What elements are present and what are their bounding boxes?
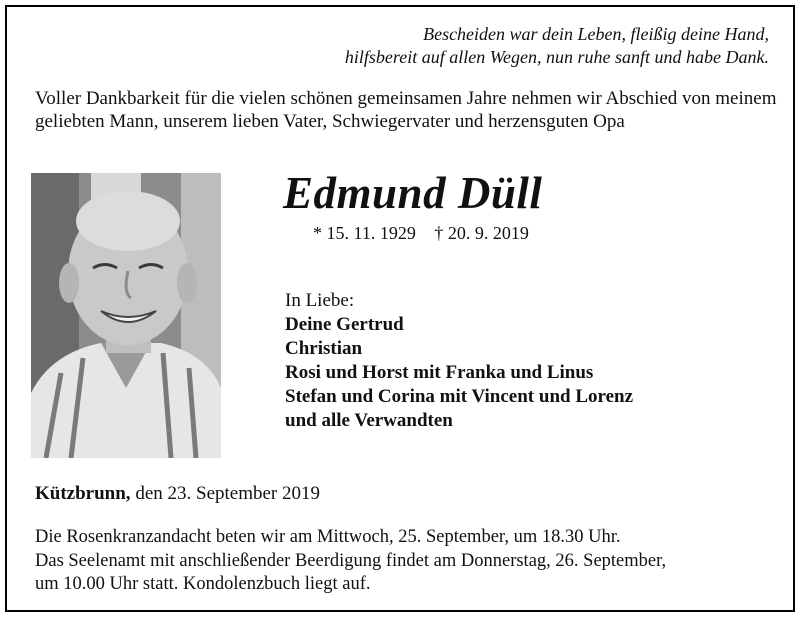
- death-date: † 20. 9. 2019: [434, 223, 529, 243]
- poem-line-2: hilfsbereit auf allen Wegen, nun ruhe sanft und habe Dank.: [344, 47, 769, 67]
- notice-line-2: Das Seelenamt mit anschließender Beerdigung findet am Donnerstag, 26. September,: [35, 550, 667, 571]
- birth-date: * 15. 11. 1929: [313, 223, 416, 243]
- mourners-heading: In Liebe:: [285, 290, 355, 311]
- mourner-line: und alle Verwandten: [285, 410, 453, 431]
- intro-text: Voller Dankbarkeit für die vielen schönen gemeinsamen Jahre nehmen wir Abschied von meinem geliebten Mann, unserem lieben Vater, Schwiegervater und herzensguten Opa: [35, 88, 777, 132]
- place-date: [35, 483, 320, 505]
- life-dates: [313, 223, 543, 244]
- funeral-notice: [35, 526, 785, 597]
- portrait-illustration: [31, 173, 221, 458]
- place-town: Kützbrunn,: [35, 483, 131, 504]
- place-date-text: den 23. September 2019: [135, 483, 320, 504]
- notice-line-1: Die Rosenkranzandacht beten wir am Mittwoch, 25. September, um 18.30 Uhr.: [35, 527, 621, 547]
- obituary-frame: [5, 5, 795, 612]
- mourner-line: Stefan und Corina mit Vincent und Lorenz: [285, 386, 634, 407]
- portrait-photo: [31, 173, 221, 458]
- mourner-line: Deine Gertrud: [285, 314, 404, 335]
- mourner-line: Christian: [285, 338, 363, 359]
- poem-line-1: Bescheiden war dein Leben, fleißig deine Hand,: [423, 24, 769, 44]
- mourner-line: Rosi und Horst mit Franka und Linus: [285, 362, 594, 383]
- deceased-name: Edmund Düll: [283, 168, 543, 218]
- notice-line-3: um 10.00 Uhr statt. Kondolenzbuch liegt auf.: [35, 574, 371, 594]
- mourners-list: [285, 289, 633, 433]
- poem: [345, 23, 769, 69]
